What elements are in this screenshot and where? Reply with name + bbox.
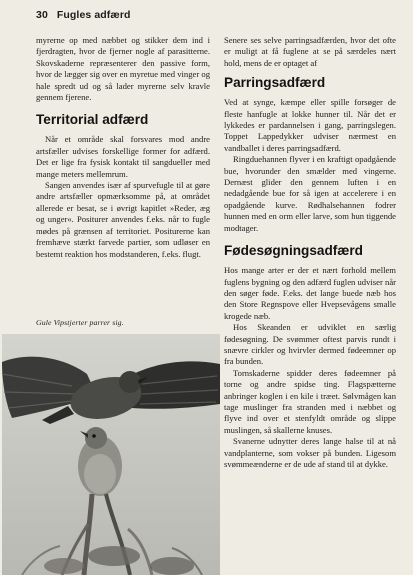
section-heading-territorial: Territorial adfærd <box>36 112 149 128</box>
paragraph-anting-continued: myrerne op med næbbet og stikker dem ind i fjerdragten, hvor de fjerner nogle af parasitterne. Skovskaderne repræsenterer den passive form, hvor de lægger sig over en myretue med vinger og hale spredt ud og så lader myrerne selv kravle gennem fjerene. <box>36 35 210 103</box>
page-number: 30 <box>36 9 48 21</box>
right-column <box>224 35 396 470</box>
photo-caption: Gule Vipstjerter parrer sig. <box>36 318 124 327</box>
paragraph-courtship-intro: Senere ses selve parringsadfærden, hvor det ofte er muligt at få fuglene at se på særdeles nært hold, mens de er optaget af <box>224 35 396 68</box>
running-header <box>36 9 131 21</box>
paragraph-shrikes-gulls: Tornskaderne spidder deres fødeemner på torne og andre spidse ting. Flagspætterne anbringer koglen i en kile i træet. Sølvmågen kan tage muslinger fra stranden med i næbbet og flyve ind over et stenfyldt område og slippe muslingen, så skallerne knuses. <box>224 367 396 435</box>
bird-photo <box>2 334 220 575</box>
paragraph-woodpigeon-robin: Ringduehannen flyver i en kraftigt opadgående bue, hvorunder den smælder med vingerne. Dernæst glider den gennem luften i en nedadgående bue for så igen at accelerere i en opadgående kurve. Rødhalsehannen fodrer hunnen med en orm eller larve, som hun tiggende modtager. <box>224 154 396 233</box>
paragraph-beak-shape: Hos mange arter er der et nært forhold mellem fuglens bygning og den adfærd fuglen udviser når den søger føde. F.eks. det lange buede næb hos den Store Regnspove eller Hvepsevågens smalle krogede næb. <box>224 265 396 321</box>
paragraph-territory-defense: Når et område skal forsvares mod andre artsfæller udvises forskellige former for adfærd. Det er lige fra fysisk kontakt til sangdueller med mange meters mellemrum. <box>36 134 210 179</box>
paragraph-shoveler: Hos Skeanden er udviklet en særlig fødesøgning. De svømmer oftest parvis rundt i snævre cirkler og hvirvler dermed fødeemner op fra bunden. <box>224 322 396 367</box>
paragraph-swans: Svanerne udnytter deres lange halse til at nå vandplanterne, som vokser på bunden. Ligesom svømmeænderne er de ude af stand til at dykke. <box>224 436 396 469</box>
running-title: Fugles adfærd <box>56 9 131 21</box>
section-heading-mating: Parringsadfærd <box>224 75 326 91</box>
wagtails-mating-illustration <box>2 334 220 575</box>
paragraph-song-and-postures: Sangen anvendes især af spurvefugle til at gøre andre artsfæller opmærksomme på, at området allerede er besat, se i øvrigt kapitlet »Reder, æg og unger«. Positurer anvendes f.eks. når to fugle mødes på grænsen af territoriet. Positurerne kan fremhæve stærkt farvede partier, som udløser en bestemt reaktion hos modstanderen, f.eks. flugt. <box>36 180 210 259</box>
section-heading-feeding: Fødesøgningsadfærd <box>224 243 363 259</box>
left-column <box>36 35 210 260</box>
paragraph-mating-display: Ved at synge, kæmpe eller spille forsøger de fleste hanfugle at lokke hunner til. Når det er lykkedes er pardannelsen i gang, parringslegen. Toppet Lappedykker udviser nærmest en vandballet i deres parringsadfærd. <box>224 97 396 153</box>
